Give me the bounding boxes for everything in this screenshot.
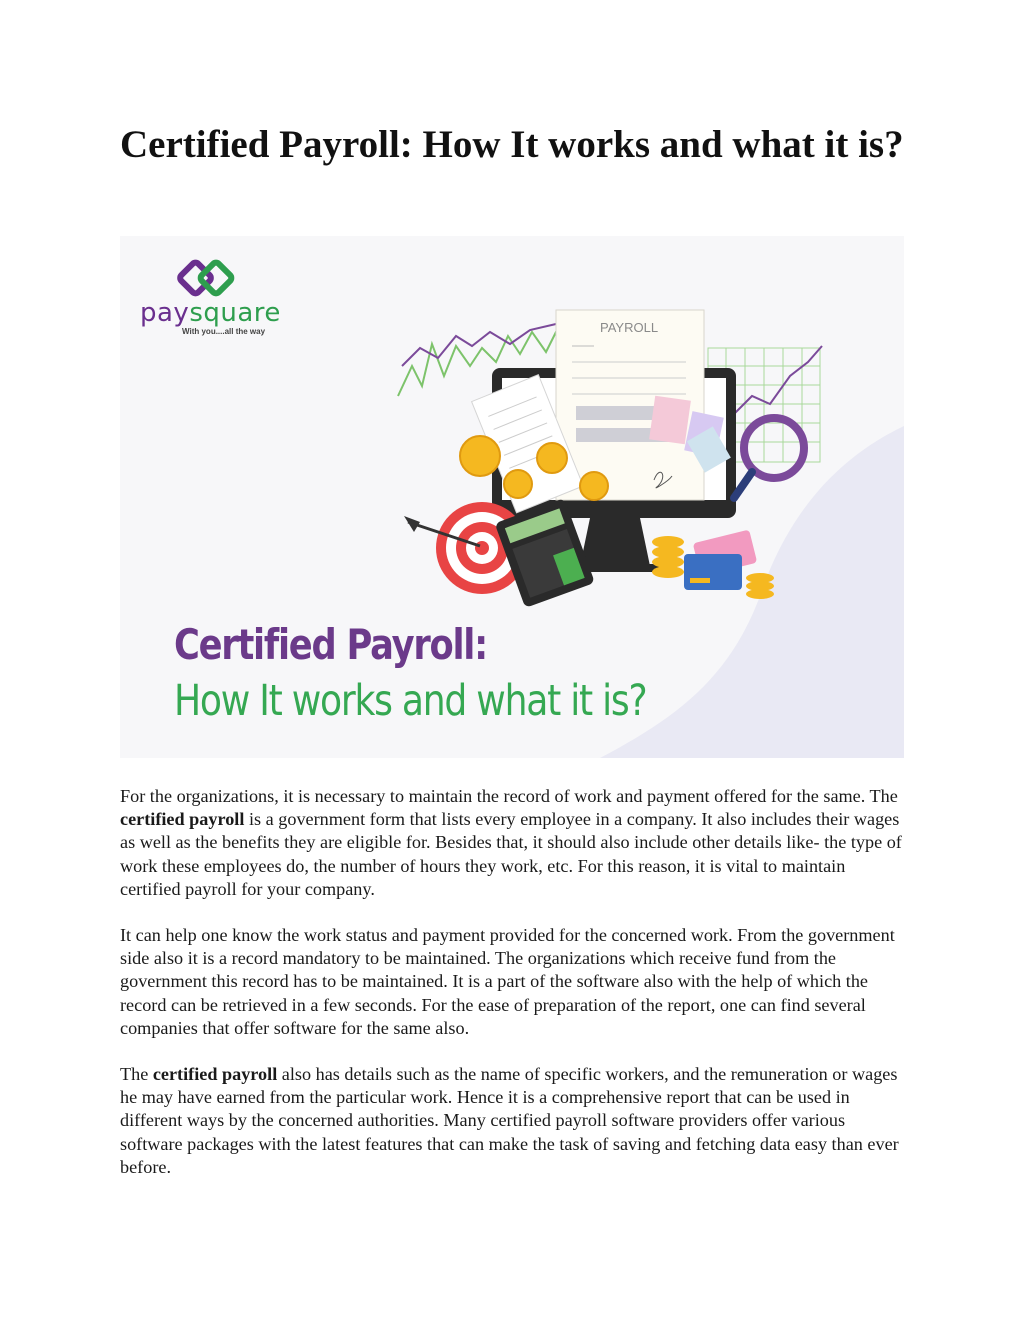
page-title: Certified Payroll: How It works and what it is?: [120, 123, 904, 166]
body-paragraph-1: For the organizations, it is necessary to maintain the record of work and payment offered for the same. The certified payroll is a government form that lists every employee in a company. It also includes their wages as well as the benefits they are eligible for. Besides that, it should also include other details like- the type of work these employees do, the number of hours they work, etc. For this reason, it is vital to maintain certified payroll for your company.: [120, 786, 902, 899]
body-paragraph-3: The certified payroll also has details such as the name of specific workers, and the remuneration or wages he may have earned from the particular work. Hence it is a comprehensive report that can be used in different ways by the concerned authorities. Many certified payroll software providers offer various software packages with the latest features that can make the task of saving and fetching data easy than ever before.: [120, 1064, 899, 1177]
banner-headline: Certified Payroll:: [174, 620, 487, 669]
bold-term: certified payroll: [152, 1064, 278, 1084]
logo-tagline: With you....all the way: [182, 327, 266, 336]
svg-text:PAYROLL: PAYROLL: [600, 320, 659, 335]
paysquare-logo-text: paysquare: [140, 298, 281, 328]
paysquare-logo-icon: [179, 261, 233, 295]
monitor-stand: [580, 518, 650, 566]
bold-term: certified payroll: [120, 809, 245, 830]
banner-subheadline: How It works and what it is?: [174, 676, 647, 726]
hero-banner-image: [120, 236, 904, 758]
credit-card-icon: [684, 554, 742, 590]
currency-note: [649, 396, 691, 445]
trend-line-purple: [402, 324, 556, 366]
body-paragraph-2: It can help one know the work status and payment provided for the concerned work. From the government side also it is a record mandatory to be maintained. The organizations which receive fund from the government this record has to be maintained. It is a part of the software also with the help of which the record can be retrieved in a few seconds. For the ease of preparation of the report, one can find several companies that offer software for the same also.: [120, 925, 895, 1038]
